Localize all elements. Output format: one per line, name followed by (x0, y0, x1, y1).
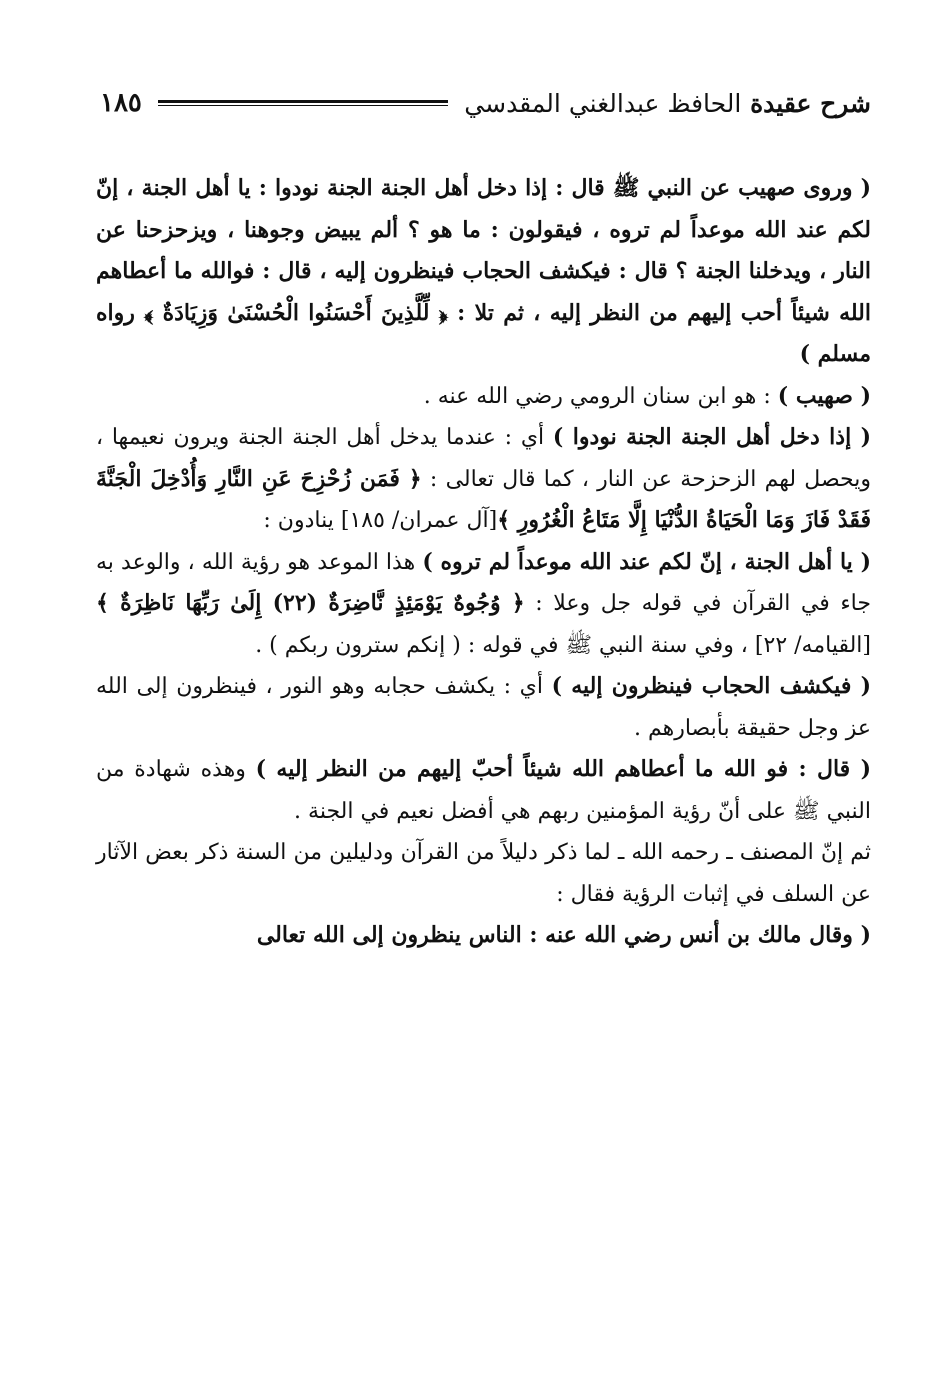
commentary-text: ثم إنّ المصنف ـ رحمه الله ـ لما ذكر دليلاً من القرآن ودليلين من السنة ذكر بعض الآثار عن السلف في إثبات الرؤية فقال : (96, 840, 871, 907)
commentary-text: هذا الموعد هو رؤية الله ، والوعد به جاء في القرآن في قوله جل وعلا : (96, 549, 871, 616)
athar-malik (96, 915, 871, 957)
commentary-text: أي : عندما يدخل أهل الجنة الجنة ويرون نعيمها ، ويحصل لهم الزحزحة عن النار ، كما قال تعالى : (96, 425, 871, 492)
commentary-qala (96, 749, 871, 832)
book-subtitle: الحافظ عبدالغني المقدسي (464, 88, 742, 118)
quoted-phrase: ( صهيب ) (777, 382, 871, 409)
verse-reference: [آل عمران/ ١٨٥] ينادون : (263, 508, 498, 533)
quran-verse: ﴿ فَمَن زُحْزِحَ عَنِ النَّارِ وَأُدْخِلَ الْجَنَّةَ فَقَدْ فَازَ وَمَا الْحَيَاةُ الدُّنْيَا إِلَّا مَتَاعُ الْغُرُورِ ﴾ (96, 465, 871, 533)
hadith-paragraph (96, 168, 871, 376)
quoted-phrase: ( فيكشف الحجاب فينظرون إليه ) (551, 673, 871, 699)
verse-reference: [القيامه/ ٢٢] ، وفي سنة النبي ﷺ في قوله : ( إنكم سترون ربكم ) . (255, 632, 871, 658)
running-header (96, 78, 871, 128)
header-rule (158, 100, 448, 106)
commentary-idha-dakhala (96, 417, 871, 542)
quran-verse: ﴿ وُجُوهٌ يَوْمَئِذٍ نَّاضِرَةٌ (٢٢) إِلَىٰ رَبِّهَا نَاظِرَةٌ ﴾ (96, 590, 525, 616)
book-title: شرح عقيدة (750, 88, 871, 118)
commentary-ya-ahl (96, 542, 871, 667)
commentary-text: وهذه شهادة من النبي ﷺ على أنّ رؤية المؤمنين ربهم هي أفضل نعيم في الجنة . (96, 757, 871, 824)
commentary-text: : هو ابن سنان الرومي رضي الله عنه . (423, 383, 778, 409)
quoted-phrase: ( إذا دخل أهل الجنة الجنة نودوا ) (552, 424, 871, 450)
hadith-text: ( وروى صهيب عن النبي ﷺ قال : إذا دخل أهل الجنة الجنة نودوا : يا أهل الجنة ، إنّ لكم عند الله موعداً لم تروه ، فيقولون : ما هو ؟ ألم يبيض وجوهنا ، ويزحزحنا عن النار ، ويدخلنا الجنة ؟ قال : فيكشف الحجاب فينظرون إليه ، قال : فوالله ما أعطاهم الله شيئاً أحب إليهم من النظر إليه ، ثم تلا : ﴿ لِّلَّذِينَ أَحْسَنُوا الْحُسْنَىٰ وَزِيَادَةٌ ﴾ رواه مسلم ) (96, 175, 871, 367)
commentary-suhayb (96, 376, 871, 418)
commentary-yakshif (96, 666, 871, 749)
quoted-phrase: ( قال : فو الله ما أعطاهم الله شيئاً أحبّ إليهم من النظر إليه ) (255, 756, 871, 782)
page-number: ١٨٥ (100, 88, 142, 118)
quoted-phrase: ( يا أهل الجنة ، إنّ لكم عند الله موعداً لم تروه ) (422, 548, 871, 575)
commentary-text: أي : يكشف حجابه وهو النور ، فينظرون إلى الله عز وجل حقيقة بأبصارهم . (96, 674, 871, 741)
athar-text: ( وقال مالك بن أنس رضي الله عنه : الناس ينظرون إلى الله تعالى (256, 922, 871, 948)
running-title (464, 89, 871, 118)
commentary-thumma (96, 832, 871, 915)
page-body (96, 168, 871, 957)
